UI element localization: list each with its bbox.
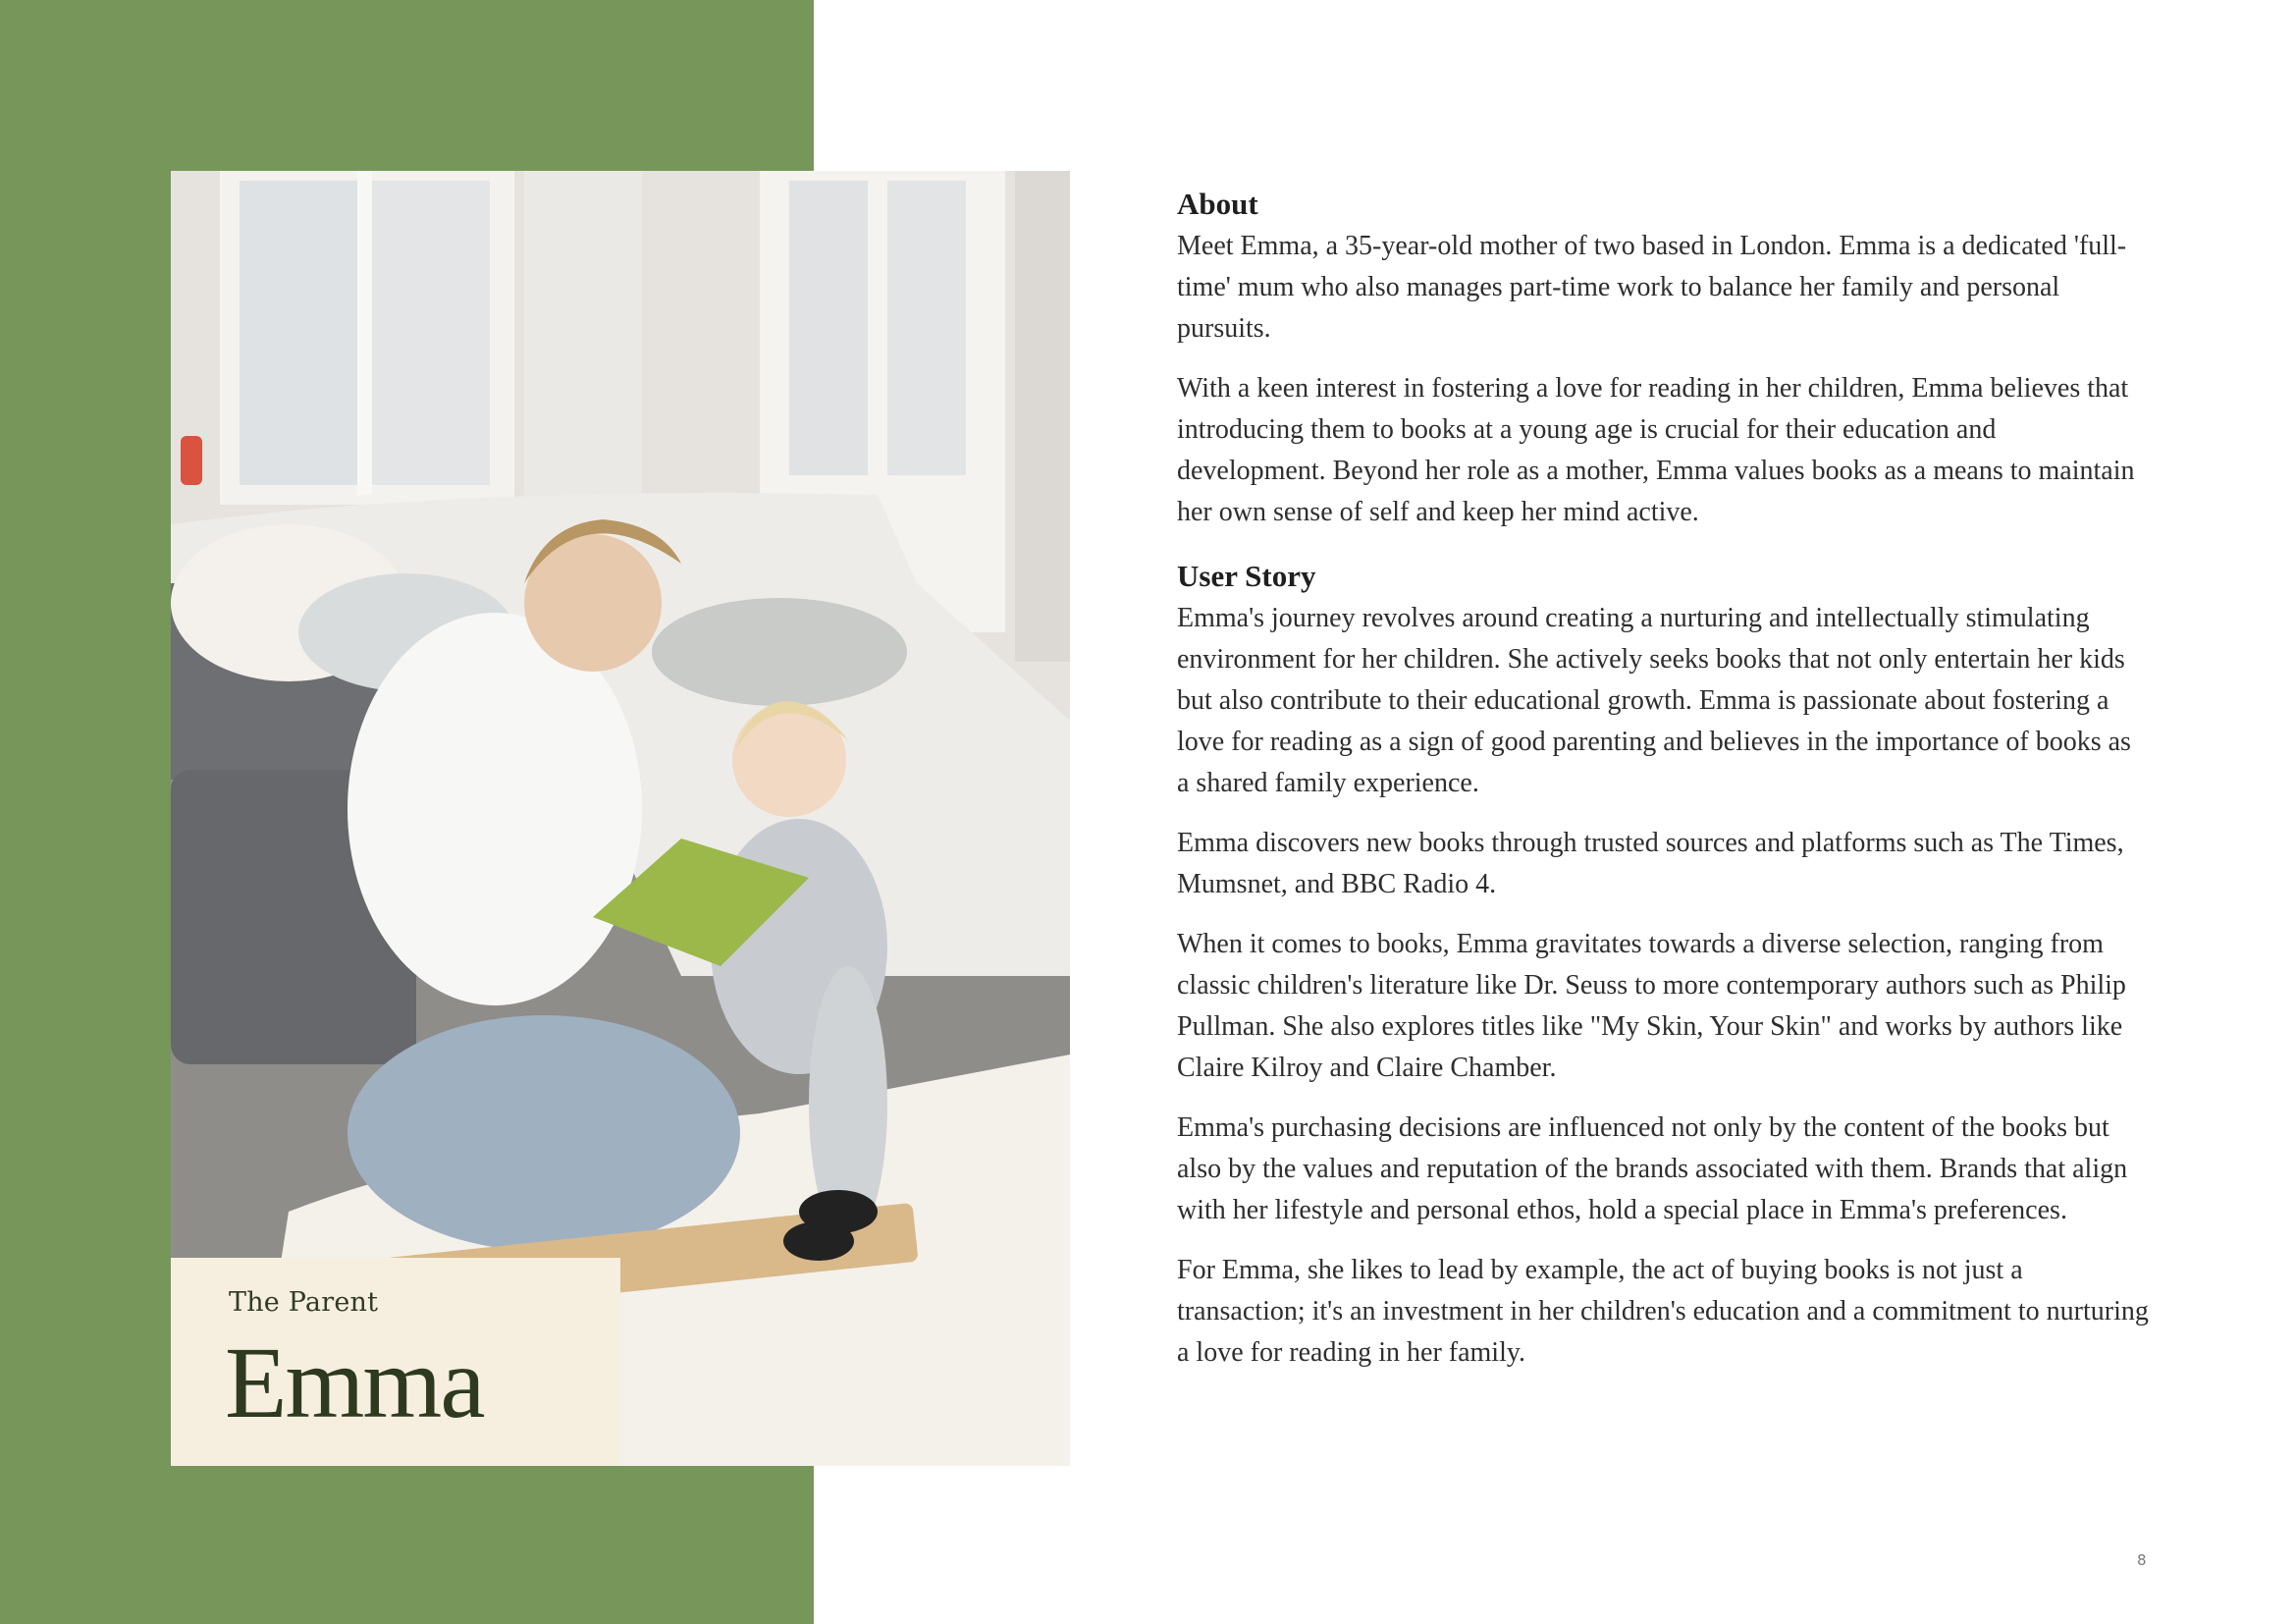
about-paragraph: With a keen interest in fostering a love for reading in her children, Emma believes that introducing them to books at a young age is crucial for their education and development. Beyond her role as a mother, Emma values books as a means to maintain her own sense of self and keep her mind active. — [1177, 373, 2135, 527]
user-story-heading: User Story — [1177, 559, 1316, 593]
about-heading: About — [1177, 187, 1258, 221]
about-paragraph: Meet Emma, a 35-year-old mother of two based in London. Emma is a dedicated 'full-time' mum who also manages part-time work to balance her family and personal pursuits. — [1177, 231, 2127, 344]
user-story-paragraph: When it comes to books, Emma gravitates towards a diverse selection, ranging from classic children's literature like Dr. Seuss to more contemporary authors such as Philip Pullman. She also explores titles like "My Skin, Your Skin" and works by authors like Claire Kilroy and Claire Chamber. — [1177, 929, 2126, 1083]
page-number: 8 — [2137, 1551, 2147, 1569]
persona-name-card — [171, 1258, 620, 1466]
persona-name: Emma — [225, 1326, 484, 1439]
user-story-paragraph: Emma's purchasing decisions are influenced not only by the content of the books but also by the values and reputation of the brands associated with them. Brands that align with her lifestyle and personal ethos, hold a special place in Emma's preferences. — [1177, 1112, 2128, 1225]
user-story-paragraph: Emma's journey revolves around creating a nurturing and intellectually stimulating environment for her children. She actively seeks books that not only entertain her kids but also contribute to their educational growth. Emma is passionate about fostering a love for reading as a sign of good parenting and believes in the importance of books as a shared family experience. — [1177, 603, 2131, 798]
user-story-paragraph: Emma discovers new books through trusted sources and platforms such as The Times, Mumsnet, and BBC Radio 4. — [1177, 828, 2124, 899]
persona-content — [1177, 187, 2149, 1392]
user-story-paragraph: For Emma, she likes to lead by example, the act of buying books is not just a transaction; it's an investment in her children's education and a commitment to nurturing a love for reading in her family. — [1177, 1255, 2149, 1368]
persona-role: The Parent — [229, 1287, 379, 1318]
